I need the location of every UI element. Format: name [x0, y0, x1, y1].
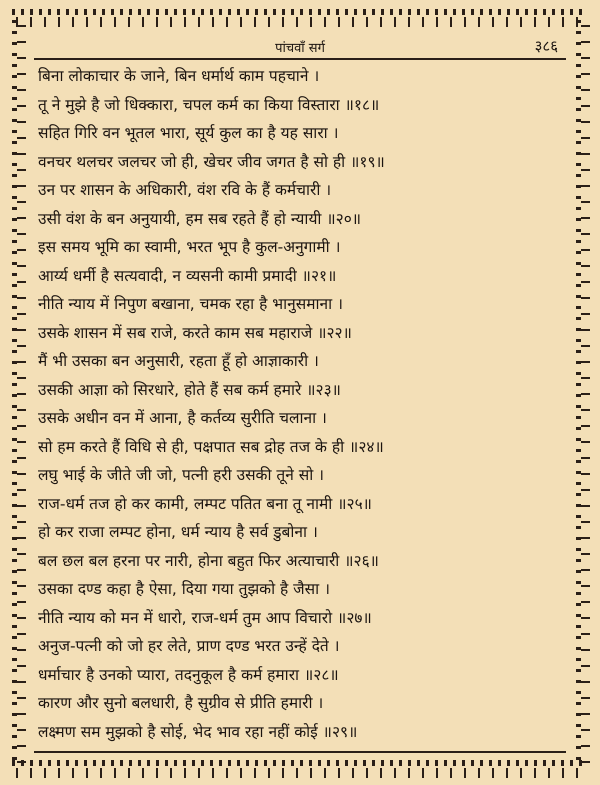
verse-line: इस समय भूमि का स्वामी, भरत भूप है कुल-अनुगामी ।	[38, 238, 341, 256]
ornamental-border-bottom	[12, 757, 588, 779]
verse-line: नीति न्याय को मन में धारो, राज-धर्म तुम आप विचारो ॥२७॥	[38, 608, 372, 627]
verse-line: उसके शासन में सब राजे, करते काम सब महाराजे ॥२२॥	[38, 323, 352, 342]
chapter-title: पांचवाँ सर्ग	[275, 41, 325, 56]
verse-line: धर्माचार है उनको प्यारा, तदनुकूल है कर्म हमारा ॥२८॥	[38, 665, 339, 684]
verse-line: लक्ष्मण सम मुझको है सोई, भेद भाव रहा नहीं कोई ॥२९॥	[38, 722, 358, 741]
verse-block	[34, 62, 566, 746]
verse-line: सो हम करते हैं विधि से ही, पक्षपात सब द्रोह तज के ही ॥२४॥	[38, 437, 384, 456]
verse-line: उसकी आज्ञा को सिरधारे, होते हैं सब कर्म हमारे ॥२३॥	[38, 380, 341, 399]
verse-line: उन पर शासन के अधिकारी, वंश रवि के हैं कर्मचारी ।	[38, 181, 332, 199]
page-header	[34, 36, 566, 56]
verse-line: कारण और सुनो बलधारी, है सुग्रीव से प्रीति हमारी ।	[38, 694, 324, 712]
verse-line: उसका दण्ड कहा है ऐसा, दिया गया तुझको है जैसा ।	[38, 580, 330, 598]
header-rule	[34, 58, 566, 60]
verse-line: बल छल बल हरना पर नारी, होना बहुत फिर अत्याचारी ॥२६॥	[38, 551, 379, 570]
ornamental-border-right	[574, 20, 590, 765]
verse-line: मैं भी उसका बन अनुसारी, रहता हूँ हो आज्ञाकारी ।	[38, 352, 319, 370]
ornamental-border-left	[10, 20, 26, 765]
verse-line: राज-धर्म तज हो कर कामी, लम्पट पतित बना तू नामी ॥२५॥	[38, 494, 372, 513]
verse-line: उसी वंश के बन अनुयायी, हम सब रहते हैं हो न्यायी ॥२०॥	[38, 209, 362, 228]
ornamental-border-top	[12, 6, 588, 28]
verse-line: अनुज-पत्नी को जो हर लेते, प्राण दण्ड भरत उन्हें देते ।	[38, 637, 340, 655]
page-number: ३८६	[534, 37, 558, 55]
verse-line: बिना लोकाचार के जाने, बिन धर्मार्थ काम पहचाने ।	[38, 67, 320, 85]
verse-line: सहित गिरि वन भूतल भारा, सूर्य कुल का है यह सारा ।	[38, 124, 339, 142]
verse-line: आर्य्य धर्मी है सत्यवादी, न व्यसनी कामी प्रमादी ॥२१॥	[38, 266, 337, 285]
footer-rule	[34, 751, 566, 753]
verse-line: उसके अधीन वन में आना, है कर्तव्य सुरीति चलाना ।	[38, 409, 327, 427]
verse-line: वनचर थलचर जलचर जो ही, खेचर जीव जगत है सो ही ॥१९॥	[38, 152, 385, 171]
verse-line: तू ने मुझे है जो धिक्कारा, चपल कर्म का किया विस्तारा ॥१८॥	[38, 95, 380, 114]
verse-line: हो कर राजा लम्पट होना, धर्म न्याय है सर्व डुबोना ।	[38, 523, 318, 541]
verse-line: लघु भाई के जीते जी जो, पत्नी हरी उसकी तूने सो ।	[38, 466, 325, 484]
verse-line: नीति न्याय में निपुण बखाना, चमक रहा है भानुसमाना ।	[38, 295, 343, 313]
